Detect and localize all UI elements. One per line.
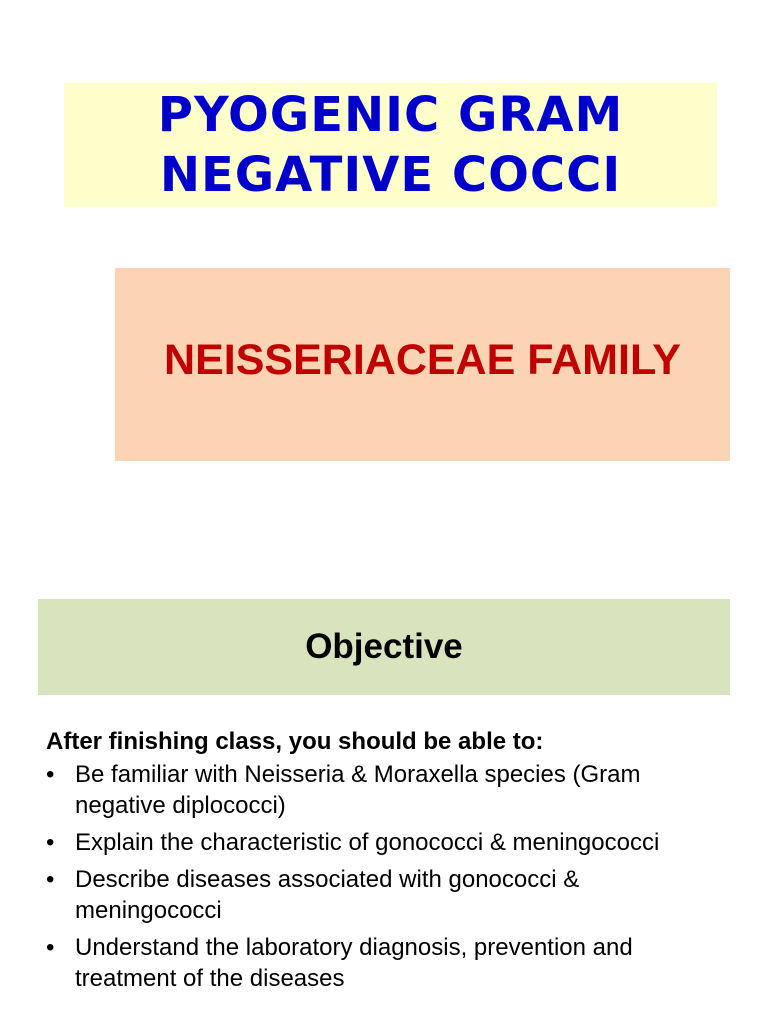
bullet-icon: • bbox=[46, 866, 55, 893]
family-heading: NEISSERIACEAE FAMILY bbox=[164, 336, 681, 384]
family-banner bbox=[115, 268, 730, 461]
list-item-text: Understand the laboratory diagnosis, prevention and treatment of the diseases bbox=[75, 934, 633, 992]
objectives-content bbox=[46, 727, 726, 1000]
list-item bbox=[46, 759, 726, 821]
list-item bbox=[46, 932, 726, 994]
list-item-text: Explain the characteristic of gonococci & meningococci bbox=[75, 829, 660, 856]
title-banner bbox=[64, 83, 717, 207]
list-item bbox=[46, 827, 726, 858]
objective-banner bbox=[38, 599, 730, 695]
bullet-icon: • bbox=[46, 829, 55, 856]
objectives-intro: After finishing class, you should be able to: bbox=[46, 728, 544, 755]
objectives-list bbox=[46, 759, 726, 994]
objective-heading: Objective bbox=[305, 627, 463, 666]
list-item-text: Be familiar with Neisseria & Moraxella species (Gram negative diplococci) bbox=[75, 761, 641, 819]
title-line-1: PYOGENIC GRAM bbox=[157, 87, 624, 143]
bullet-icon: • bbox=[46, 761, 55, 788]
list-item bbox=[46, 864, 726, 926]
list-item-text: Describe diseases associated with gonococci & meningococci bbox=[75, 866, 580, 924]
bullet-icon: • bbox=[46, 934, 55, 961]
title-line-2: NEGATIVE COCCI bbox=[159, 147, 622, 203]
